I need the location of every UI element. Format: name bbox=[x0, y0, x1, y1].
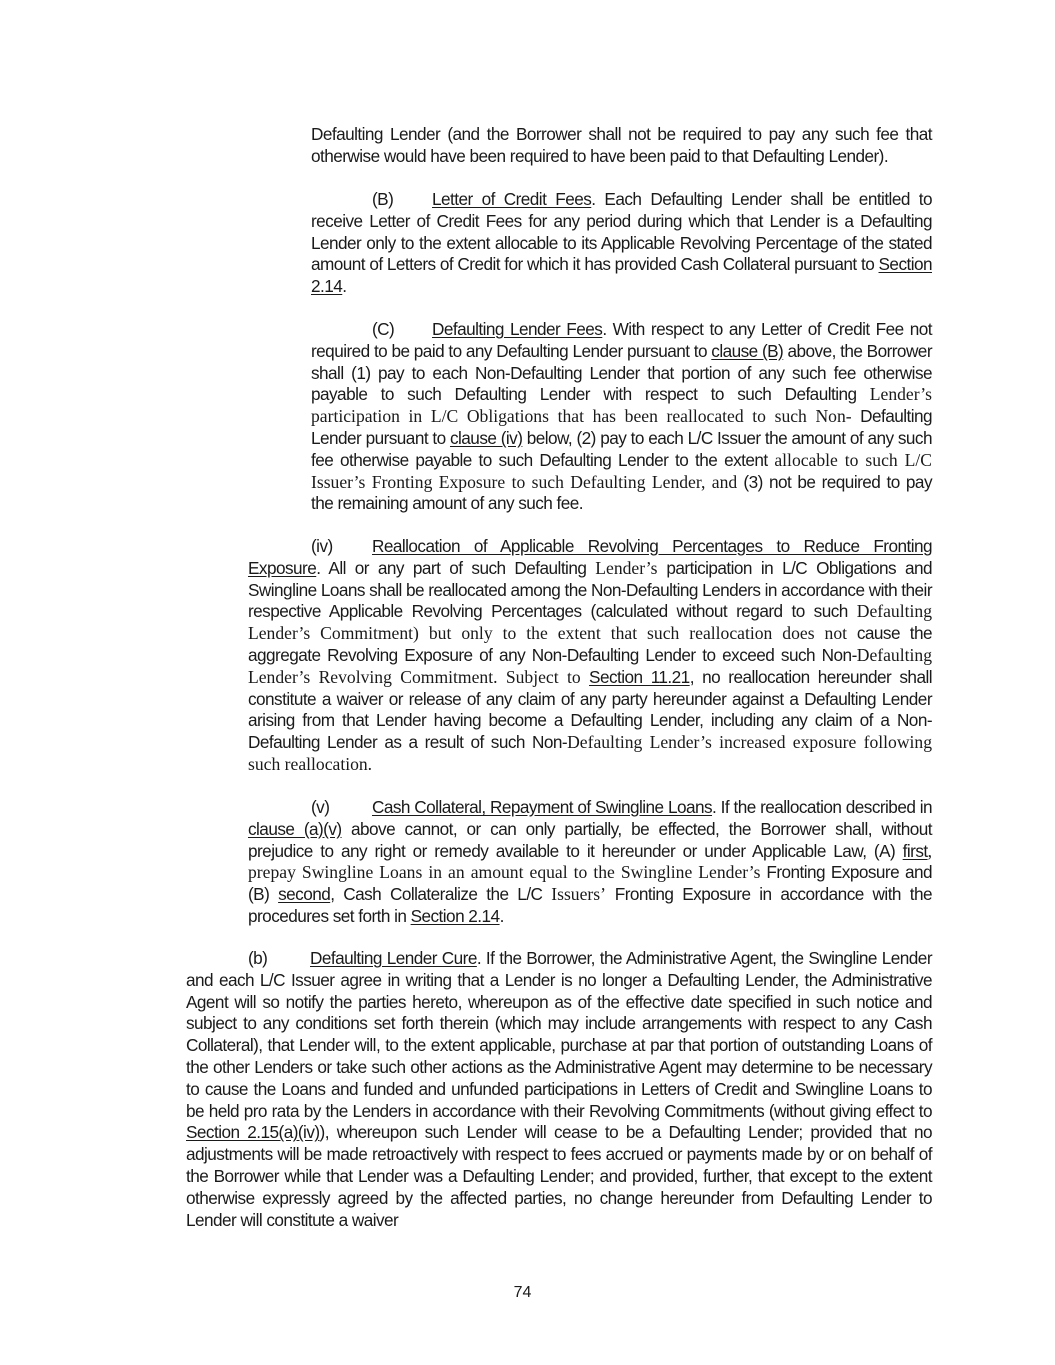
emphasis-first: first bbox=[902, 840, 928, 861]
paragraph-reallocation bbox=[248, 536, 932, 776]
paragraph-text: above, the Borrower shall (1) pay to each Non-Defaulting Lender that portion of any such fee otherwise payable to such Defaulting Lender with respect to such Defaulting bbox=[311, 340, 932, 405]
paragraph-text: Fronting Exposure in accordance with the procedures set forth in bbox=[248, 884, 932, 926]
clause-label: (C) bbox=[372, 319, 395, 339]
clause-label: (b) bbox=[248, 948, 268, 968]
clause-heading: Letter of Credit Fees bbox=[432, 189, 592, 209]
paragraph-text: Defaulting Lender’s Revolving Commitment. Subject to bbox=[248, 644, 932, 687]
paragraph-text: , Cash Collateralize the L/C bbox=[330, 884, 552, 905]
paragraph-defaulting-lender-cure bbox=[186, 948, 932, 1231]
clause-label: (B) bbox=[372, 189, 394, 209]
paragraph-text: . bbox=[342, 276, 347, 297]
paragraph-text: cause the aggregate Revolving Exposure of any Non-Defaulting Lender to exceed such Non- bbox=[248, 623, 933, 665]
clause-heading: Defaulting Lender Fees bbox=[432, 319, 603, 339]
clause-heading: Defaulting Lender Cure bbox=[310, 948, 477, 968]
paragraph-text: . bbox=[499, 905, 504, 926]
paragraph-text: . With respect to any Letter of Credit Fee not required to be paid to any Defaulting Lender pursuant to bbox=[311, 319, 932, 361]
paragraph-text: Lender’s bbox=[595, 557, 658, 578]
paragraph-a-continuation bbox=[311, 124, 932, 168]
paragraph-text: Issuers’ bbox=[551, 884, 606, 905]
clause-heading: Reallocation of Applicable Revolving Percentages to Reduce Fronting Exposure bbox=[248, 536, 932, 578]
cross-reference-link[interactable]: Section 11.21 bbox=[589, 666, 690, 687]
cross-reference-link[interactable]: Section 2.14 bbox=[410, 905, 500, 926]
paragraph-text: below, (2) pay to each L/C Issuer the amount of any such fee otherwise payable to such Defaulting Lender to the extent bbox=[311, 427, 932, 470]
paragraph-text: . If the Borrower, the Administrative Agent, the Swingline Lender and each L/C Issuer agree in writing that a Lender is no longer a Defaulting Lender, the Administrative Agent will so notify the parties hereto, whereupon as of the effective date specified in such notice and subject to any conditions set forth therein (which may include arrangements with respect to any Cash Collateral), that Lender will, to the extent applicable, purchase at par that portion of outstanding Loans of the other Lenders or take such other actions as the Administrative Agent may determine to be necessary to cause the Loans and funded and unfunded participations in Letters of Credit and Swingline Loans to be held pro rata by the Lenders in accordance with their Revolving Commitments (without giving effect to bbox=[186, 948, 932, 1121]
cross-reference-link[interactable]: clause (a)(v) bbox=[248, 818, 342, 839]
paragraph-text: . If the reallocation described in bbox=[712, 797, 932, 817]
paragraph-text: Lender’s participation in L/C Obligations that has been reallocated to such Non- bbox=[311, 384, 932, 427]
clause-heading: Cash Collateral, Repayment of Swingline Loans bbox=[372, 797, 713, 817]
paragraph-text: Defaulting Lender pursuant to bbox=[311, 406, 932, 448]
paragraph-text: allocable to such L/C Issuer’s Fronting Exposure to such Defaulting Lender, and bbox=[311, 449, 932, 492]
paragraph-text: Fronting Exposure and (B) bbox=[248, 862, 932, 905]
clause-label: (v) bbox=[311, 797, 330, 817]
paragraph-text: . Each Defaulting Lender shall be entitled to receive Letter of Credit Fees for any period during which that Lender is a Defaulting Lender only to the extent allocable to its Applicable Revolving Percentage of the stated amount of Letters of Credit for which it has provided Cash Collateral pursuant to bbox=[311, 189, 933, 275]
page-number: 74 bbox=[513, 1284, 532, 1301]
paragraph-letter-of-credit-fees bbox=[311, 189, 932, 298]
paragraph-text: (3) not be required to pay the remaining amount of any such fee. bbox=[311, 471, 932, 514]
cross-reference-link[interactable]: clause (iv) bbox=[449, 427, 523, 448]
cross-reference-link[interactable]: Section 2.15(a)(iv) bbox=[186, 1122, 320, 1143]
emphasis-second: second bbox=[278, 884, 331, 905]
paragraph-text: Defaulting Lender’s increased exposure following such reallocation. bbox=[248, 732, 933, 774]
paragraph-text: Defaulting Lender’s Commitment) but only to the extent that such reallocation does not bbox=[248, 601, 932, 644]
paragraph-text: participation in L/C Obligations and Swingline Loans shall be reallocated among the Non-Defaulting Lenders in accordance with their respective Applicable Revolving Percentages (calculated without regard to such bbox=[248, 557, 932, 622]
paragraph-cash-collateral bbox=[248, 797, 932, 928]
cross-reference-link[interactable]: clause (B) bbox=[711, 340, 784, 361]
paragraph-text: . All or any part of such Defaulting bbox=[316, 557, 596, 578]
paragraph-text: , prepay Swingline Loans in an amount equal to the Swingline Lender’s bbox=[248, 840, 932, 883]
cross-reference-link[interactable]: Section 2.14 bbox=[311, 254, 932, 297]
clause-label: (iv) bbox=[311, 536, 333, 556]
paragraph-text: above cannot, or can only partially, be effected, the Borrower shall, without prejudice to any right or remedy available to it hereunder or under Applicable Law, (A) bbox=[248, 818, 932, 861]
paragraph-text: Defaulting Lender (and the Borrower shall not be required to pay any such fee that otherwise would have been required to have been paid to that Defaulting Lender). bbox=[311, 124, 932, 166]
paragraph-defaulting-lender-fees bbox=[311, 319, 932, 515]
paragraph-text: ), whereupon such Lender will cease to be a Defaulting Lender; provided that no adjustments will be made retroactively with respect to fees accrued or payments made by or on behalf of the Borrower while that Lender was a Defaulting Lender; and provided, further, that except to the extent otherwise expressly agreed by the affected parties, no change hereunder from Defaulting Lender to Lender will constitute a waiver bbox=[186, 1122, 932, 1230]
paragraph-text: , no reallocation hereunder shall constitute a waiver or release of any claim of any party hereunder against a Defaulting Lender arising from that Lender having become a Defaulting Lender, including any claim of a Non-Defaulting Lender as a result of such Non- bbox=[248, 666, 932, 753]
